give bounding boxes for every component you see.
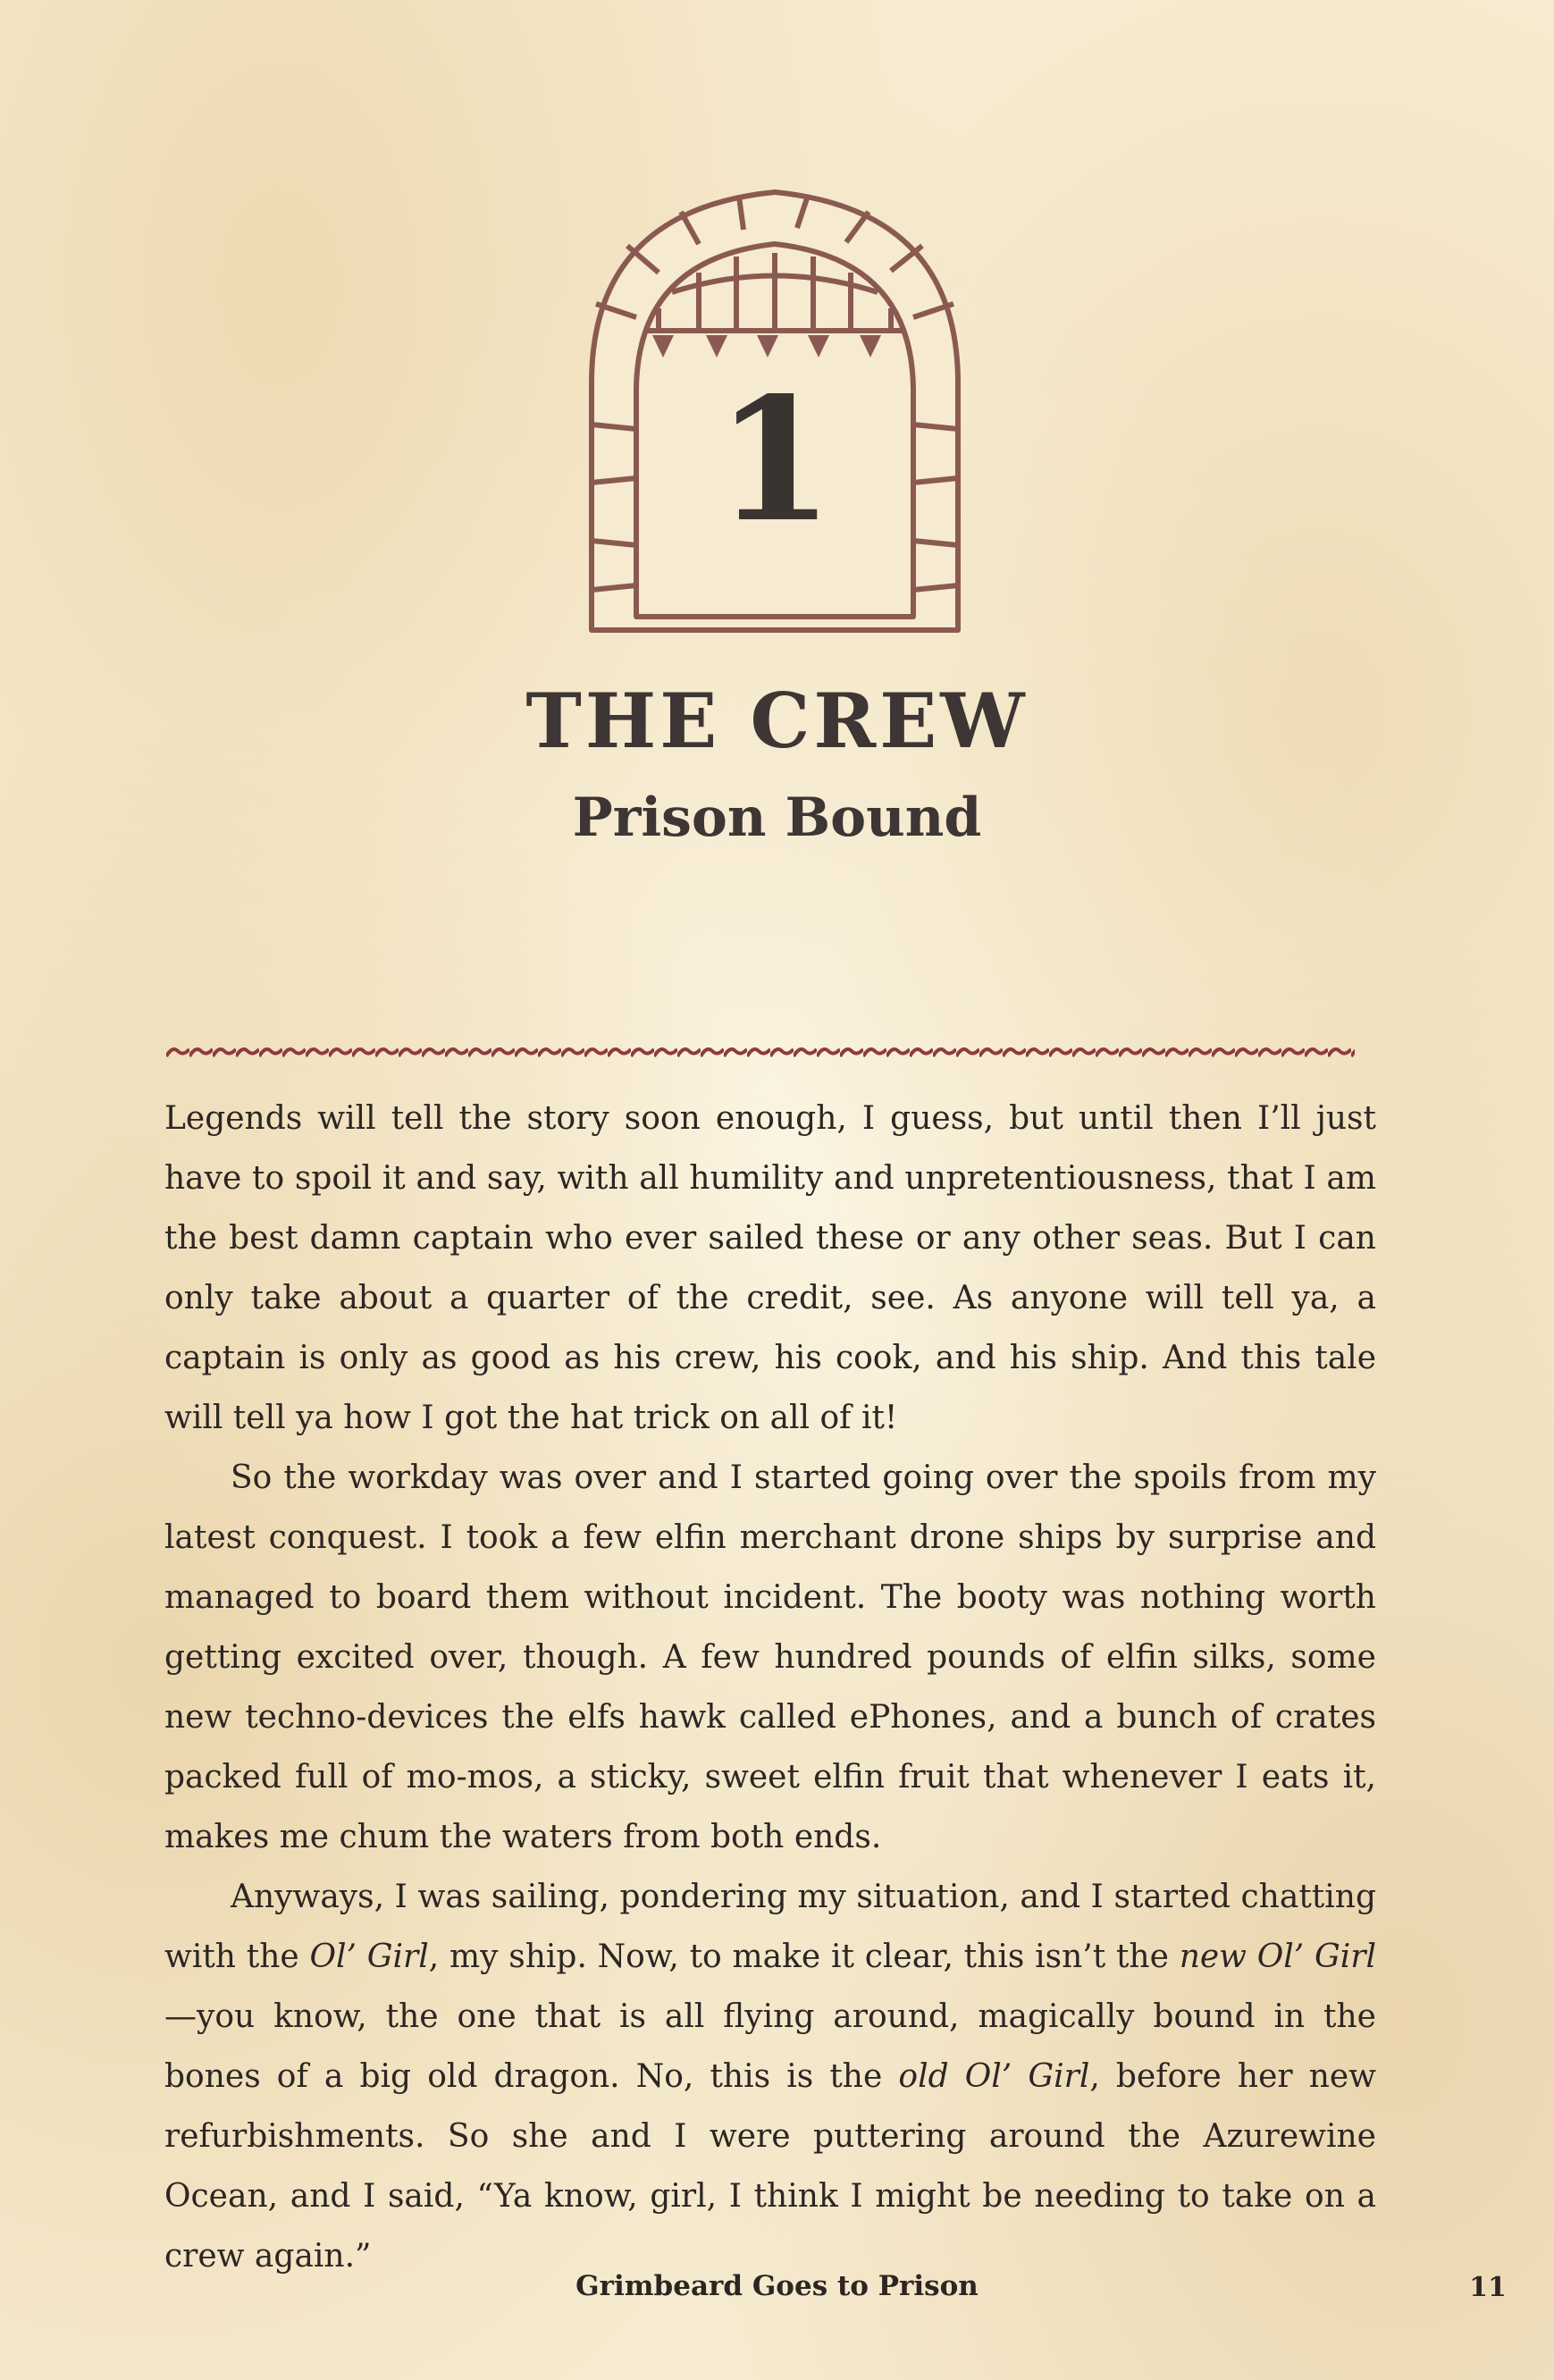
rope-divider (166, 1044, 1355, 1062)
paragraph-3-part-g: , before her new refurbishments. So she and I were puttering around the Azurewine Ocean, and I said, “Ya know, girl, I think I might be needing to take on a crew again.” (164, 2058, 1376, 2275)
paragraph-3-part-a: Anyways, I was sailing, pondering my situation, and I started chatting with the (164, 1879, 1376, 1975)
paragraph-3 (164, 1867, 1376, 2286)
paragraph-2: So the workday was over and I started going over the spoils from my latest conquest. I took a few elfin merchant drone ships by surprise and managed to board them without incident. The booty was nothing worth getting excited over, though. A few hundred pounds of elfin silks, some new techno-devices the elfs hawk called ePhones, and a bunch of crates packed full of mo-mos, a sticky, sweet elfin fruit that whenever I eats it, makes me chum the waters from both ends. (164, 1459, 1376, 1855)
chapter-number: 1 (715, 360, 835, 559)
ship-name-old-italic: old Ol’ Girl (898, 2058, 1090, 2095)
running-footer-title: Grimbeard Goes to Prison (575, 2270, 979, 2302)
paragraph-3-part-e: —you know, the one that is all flying around, magically bound in the bones of a big old dragon. No, this is the (164, 1998, 1376, 2095)
ship-name-new-italic: new Ol’ Girl (1179, 1938, 1377, 1975)
ship-name-italic: Ol’ Girl (309, 1938, 429, 1975)
paragraph-1: Legends will tell the story soon enough, I guess, but until then I’ll just have to spoil it and say, with all humility and unpretentiousness, that I am the best damn captain who ever sailed these or any other seas. But I can only take about a quarter of the credit, see. As anyone will tell ya, a captain is only as good as his crew, his cook, and his ship. And this tale will tell ya how I got the hat trick on all of it! (164, 1100, 1376, 1436)
paragraph-3-part-c: , my ship. Now, to make it clear, this isn’t the (428, 1938, 1180, 1975)
page-number: 11 (1469, 2272, 1507, 2303)
chapter-title: THE CREW (525, 677, 1029, 765)
chapter-subtitle: Prison Bound (572, 786, 982, 849)
chapter-body (164, 1089, 1376, 2286)
